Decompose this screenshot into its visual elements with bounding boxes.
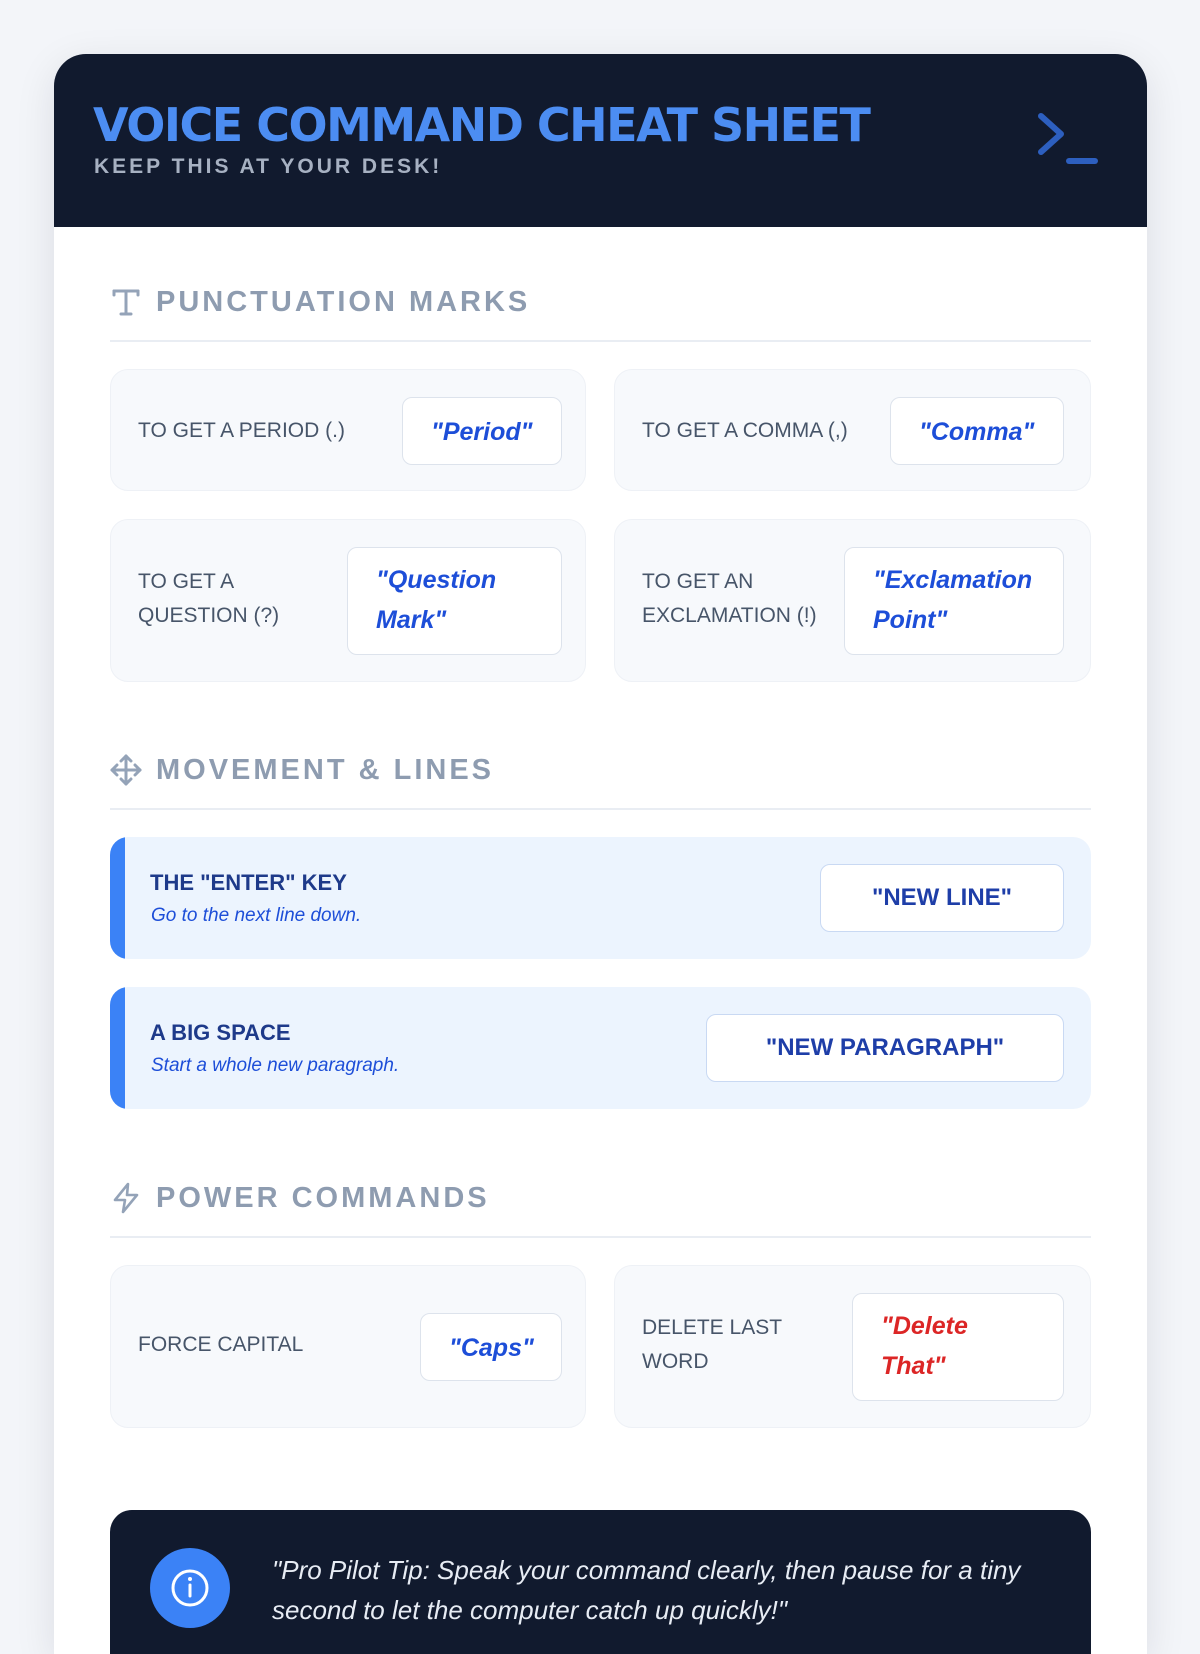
command-pill [347,547,562,655]
text-icon [110,286,142,318]
command-label-line-2: QUESTION (?) [138,604,280,627]
divider [110,1236,1091,1238]
command-row-description: Go to the next line down. [151,905,362,926]
command-phrase: "Comma" [919,418,1035,446]
section-title-text: MOVEMENT & LINES [156,754,495,786]
command-pill [402,397,562,465]
command-label-line-2: EXCLAMATION (!) [642,604,817,627]
command-label: FORCE CAPITAL [138,1333,304,1356]
command-pill [890,397,1064,465]
terminal-icon [1037,110,1099,166]
command-phrase: "Period" [431,418,533,446]
command-row-title: THE "ENTER" KEY [150,870,347,895]
command-phrase-line-2: Point" [873,606,948,634]
command-phrase-line-2: That" [881,1352,946,1380]
command-label: TO GET A COMMA (,) [642,419,848,442]
section-title-text: POWER COMMANDS [156,1182,490,1214]
command-phrase: "Caps" [449,1334,534,1362]
command-phrase-line-2: Mark" [376,606,447,634]
section-title-movement [110,752,1091,786]
command-tile-question [110,519,586,682]
header [54,54,1147,227]
command-phrase: "NEW PARAGRAPH" [765,1034,1005,1061]
command-row-new-line [110,837,1091,959]
command-pill [852,1293,1064,1401]
section-title-power [110,1180,1091,1214]
command-row-title: A BIG SPACE [150,1020,291,1045]
command-pill [820,864,1064,932]
accent-bar [110,987,125,1109]
command-tile-comma [614,369,1091,491]
command-phrase-line-1: "Exclamation [873,566,1033,594]
page-title: VOICE COMMAND CHEAT SHEET [93,98,870,152]
section-title-punctuation [110,284,1091,318]
command-phrase-line-1: "Delete [881,1312,968,1340]
command-label-line-1: TO GET A [138,570,235,593]
command-label: TO GET A PERIOD (.) [138,419,345,442]
section-title-text: PUNCTUATION MARKS [156,286,531,318]
command-pill [420,1313,562,1381]
pro-tip-box [110,1510,1091,1654]
command-label-line-2: WORD [642,1350,709,1373]
command-pill [706,1014,1064,1082]
divider [110,340,1091,342]
command-tile-exclamation [614,519,1091,682]
cheat-sheet-card [54,54,1147,1654]
command-tile-period [110,369,586,491]
command-label-line-1: TO GET AN [642,570,754,593]
command-phrase-line-1: "Question [376,566,497,594]
info-icon [150,1548,230,1628]
command-row-description: Start a whole new paragraph. [151,1055,400,1076]
command-tile-delete [614,1265,1091,1428]
command-phrase: "NEW LINE" [871,884,1013,911]
page-subtitle: KEEP THIS AT YOUR DESK! [94,155,443,178]
command-tile-caps [110,1265,586,1428]
divider [110,808,1091,810]
command-row-new-paragraph [110,987,1091,1109]
command-pill [844,547,1064,655]
accent-bar [110,837,125,959]
command-label-line-1: DELETE LAST [642,1316,783,1339]
lightning-icon [110,1182,142,1214]
pro-tip-text: "Pro Pilot Tip: Speak your command clearly, then pause for a tiny second to let the computer catch up quickly!" [272,1555,1021,1625]
move-icon [110,754,142,786]
